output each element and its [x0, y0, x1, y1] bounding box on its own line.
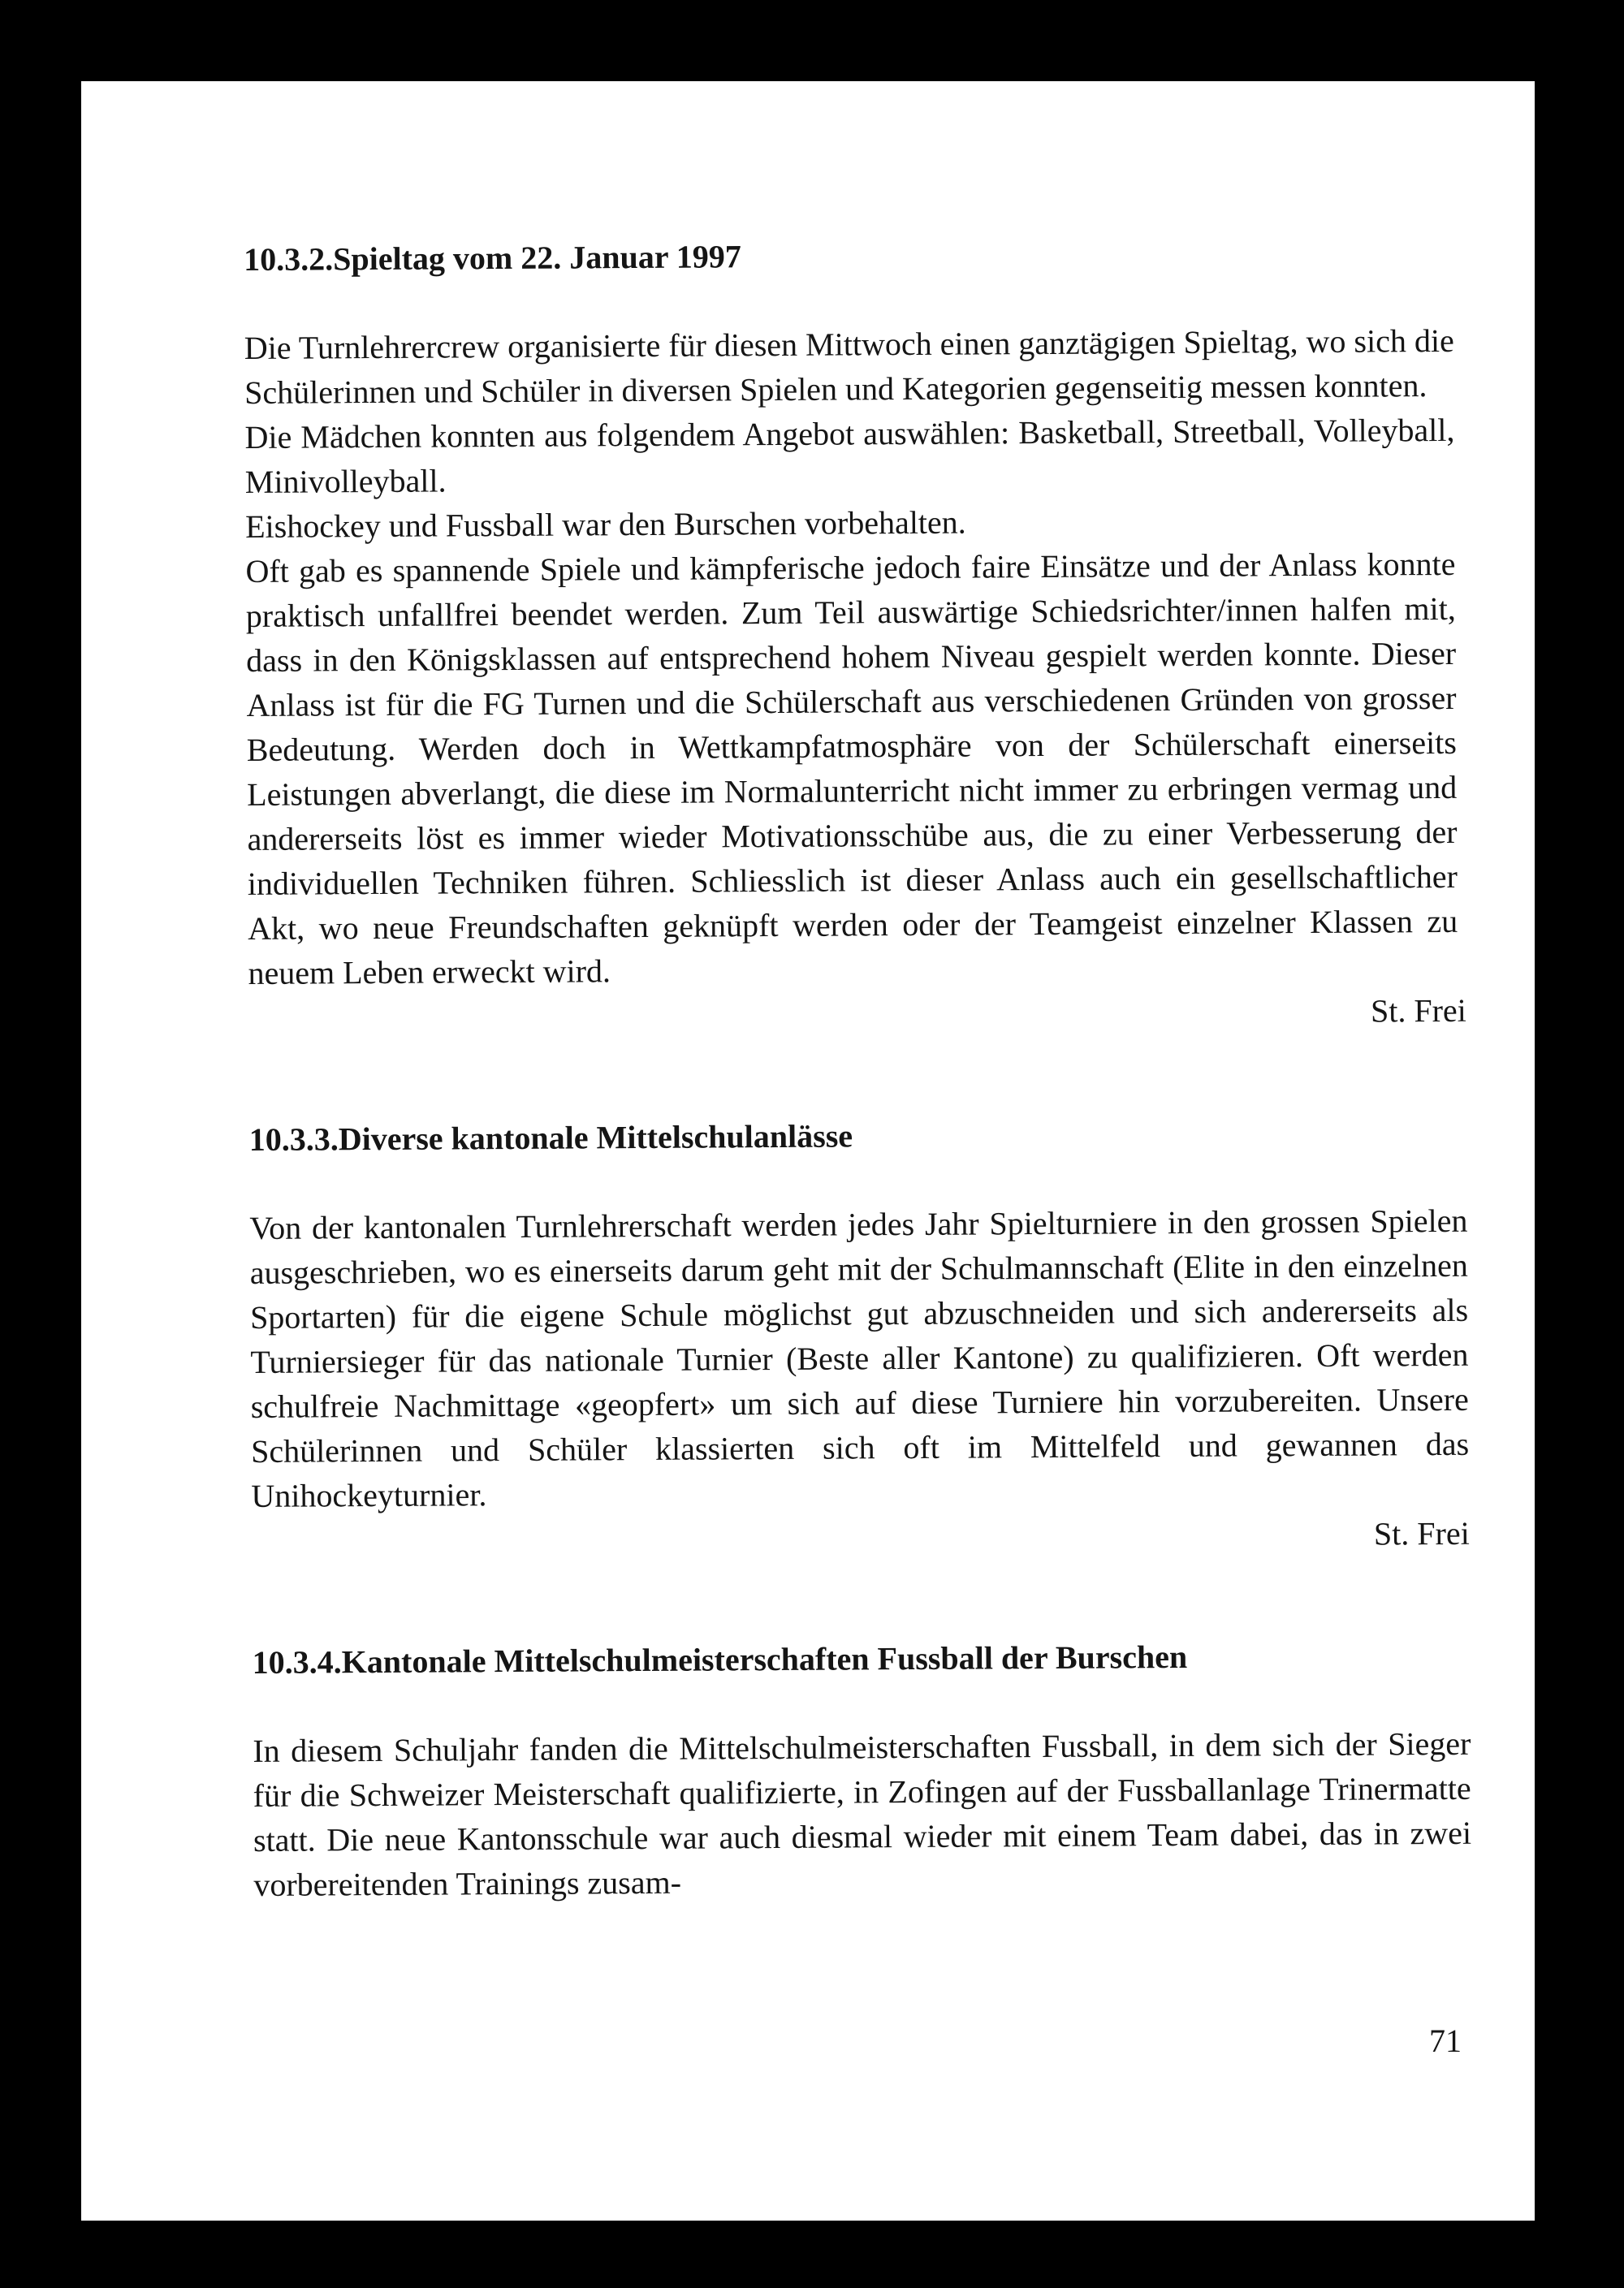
- section-title: Spieltag vom 22. Januar 1997: [333, 238, 741, 278]
- section-title: Kantonale Mittelschulmeisterschaften Fussball der Burschen: [341, 1638, 1188, 1681]
- section-fussball-meisterschaften: [253, 1635, 1472, 1907]
- author-signature: St. Frei: [1373, 1514, 1470, 1552]
- section-number: 10.3.3.: [248, 1120, 339, 1158]
- section-title: Diverse kantonale Mittelschulanlässe: [338, 1117, 853, 1158]
- section-body: [249, 1198, 1469, 1518]
- section-spieltag: [244, 232, 1466, 1040]
- page-number: 71: [1429, 2023, 1462, 2059]
- section-heading: [249, 1112, 1467, 1160]
- section-mittelschulanlaesse: [249, 1112, 1470, 1563]
- paragraph: Die Mädchen konnten aus folgendem Angebot auswählen: Basketball, Streetball, Volleyball, Minivolleyball.: [244, 411, 1455, 500]
- paragraph: Von der kantonalen Turnlehrerschaft werden jedes Jahr Spielturniere in den grossen Spielen ausgeschrieben, wo es einerseits darum geht mit der Schulmannschaft (Elite in den einzelnen Sportarten) für die eigene Schule möglichst gut abzuschneiden und sich andererseits als Turniersieger für das nationale Turnier (Beste aller Kantone) zu qualifizieren. Oft werden schulfreie Nachmittage «geopfert» um sich auf diese Turniere hin vorzubereiten. Unsere Schülerinnen und Schüler klassierten sich oft im Mittelfeld und gewannen das Unihockeyturnier.: [249, 1202, 1470, 1514]
- paragraph: In diesem Schuljahr fanden die Mittelschulmeisterschaften Fussball, in dem sich der Sieger für die Schweizer Meisterschaft qualifizierte, in Zofingen auf der Fussballanlage Trinermatte statt. Die neue Kantonsschule war auch diesmal wieder mit einem Team dabei, das in zwei vorbereitenden Trainings zusam-: [253, 1725, 1472, 1903]
- page-content: [244, 232, 1472, 1907]
- paragraph: Eishockey und Fussball war den Burschen vorbehalten.: [245, 503, 966, 545]
- section-heading: [253, 1635, 1471, 1683]
- section-body: [244, 318, 1458, 995]
- section-number: 10.3.4.: [252, 1643, 342, 1681]
- section-body: [253, 1721, 1471, 1907]
- paragraph: Oft gab es spannende Spiele und kämpferische jedoch faire Einsätze und der Anlass konnte praktisch unfallfrei beendet werden. Zum Teil auswärtige Schiedsrichter/innen halfen mit, dass in den Königsklassen auf entsprechend hohem Niveau gespielt werden konnte. Dieser Anlass ist für die FG Turnen und die Schülerschaft aus verschiedenen Gründen von grosser Bedeutung. Werden doch in Wettkampfatmosphäre von der Schülerschaft einerseits Leistungen abverlangt, die diese im Normalunterricht nicht immer zu erbringen vermag und andererseits löst es immer wieder Motivationsschübe aus, die zu einer Verbesserung der individuellen Techniken führen. Schliesslich ist dieser Anlass auch ein gesellschaftlicher Akt, wo neue Freundschaften geknüpft werden oder der Teamgeist einzelner Klassen zu neuem Leben erweckt wird.: [245, 545, 1458, 991]
- paragraph: Die Turnlehrercrew organisierte für diesen Mittwoch einen ganztägigen Spieltag, wo sich die Schülerinnen und Schüler in diversen Spielen und Kategorien gegenseitig messen konnten.: [244, 322, 1454, 411]
- document-page: [81, 81, 1535, 2221]
- section-number: 10.3.2.: [244, 240, 334, 278]
- section-heading: [244, 232, 1462, 280]
- author-signature: St. Frei: [1370, 991, 1466, 1030]
